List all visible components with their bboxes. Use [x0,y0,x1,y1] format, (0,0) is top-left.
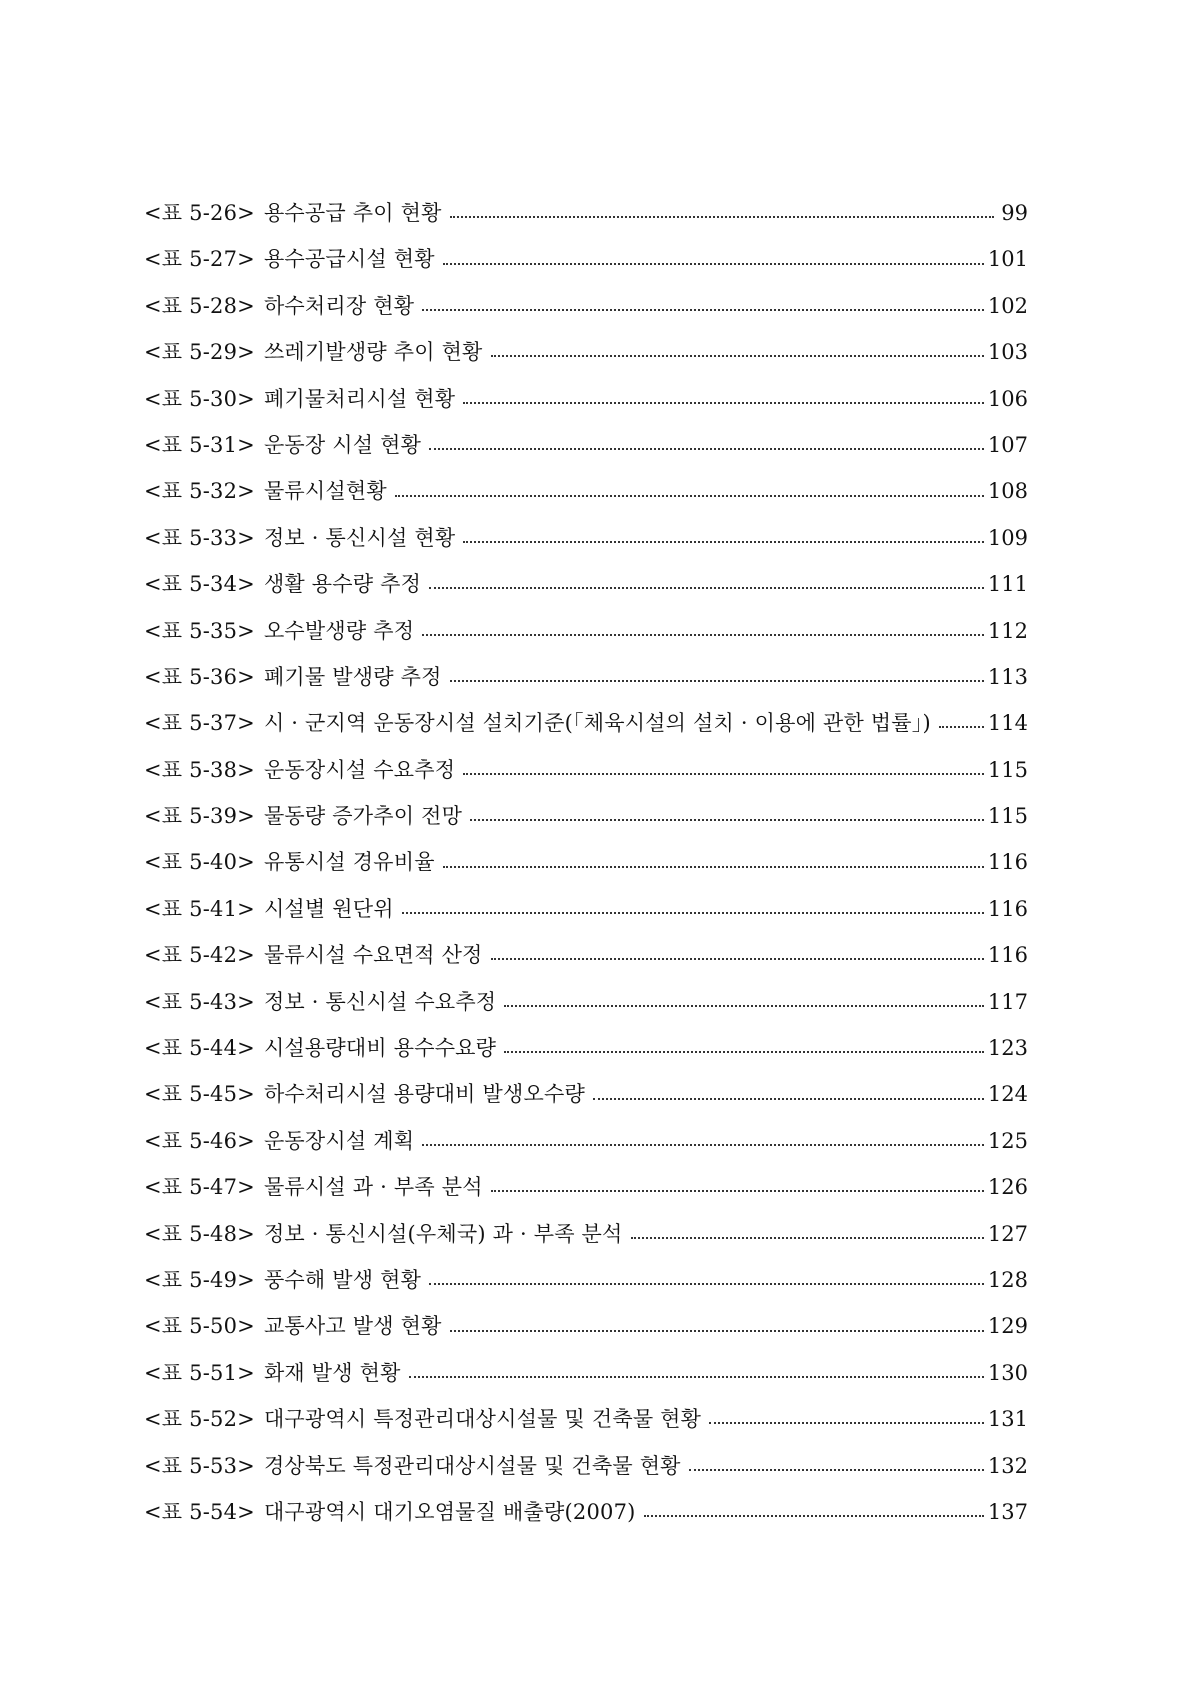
toc-entry-number: <표 5-36> [144,664,255,689]
toc-entry-page: 131 [987,1407,1028,1432]
toc-entry-label [144,979,496,1025]
toc-entry-number: <표 5-32> [144,479,255,504]
toc-entry-number: <표 5-48> [144,1221,255,1246]
toc-entry [144,1350,1028,1396]
toc-entry-number: <표 5-43> [144,989,255,1014]
toc-entry-title: 풍수해 발생 현황 [263,1267,422,1292]
toc-entry-number: <표 5-31> [144,432,255,457]
toc-entry-label [144,1211,623,1257]
toc-entry-page: 127 [987,1221,1028,1246]
toc-entry-number: <표 5-26> [144,201,255,225]
toc-entry-label [144,793,462,839]
toc-entry-number: <표 5-47> [144,1175,255,1200]
toc-entry-label [144,747,455,793]
table-of-contents-list [144,190,1028,1535]
toc-entry-page: 137 [987,1499,1028,1524]
dot-leader [395,495,984,497]
toc-entry-label [144,1257,421,1303]
toc-entry-title: 교통사고 발생 현황 [263,1314,442,1339]
toc-entry-number: <표 5-42> [144,943,255,968]
toc-entry-title: 생활 용수량 추정 [263,572,422,597]
toc-entry [144,468,1028,514]
toc-entry-title: 유통시설 경유비율 [263,850,435,875]
toc-entry-label [144,1396,701,1442]
dot-leader [429,448,984,450]
toc-entry-page: 112 [987,618,1028,643]
toc-entry-page: 114 [987,711,1028,736]
toc-entry [144,1257,1028,1303]
toc-entry [144,1443,1028,1489]
toc-entry-page: 132 [987,1453,1028,1478]
toc-entry-title: 용수공급 추이 현황 [263,201,442,225]
toc-entry-label [144,561,421,607]
toc-entry-title: 시설별 원단위 [263,896,394,921]
dot-leader [631,1237,984,1239]
dot-leader [450,216,994,218]
toc-entry-title: 물류시설현황 [263,479,387,504]
toc-entry-title: 하수처리시설 용량대비 발생오수량 [263,1082,585,1107]
toc-entry-label [144,1071,585,1117]
toc-entry [144,1489,1028,1535]
toc-entry-label [144,236,435,282]
toc-entry-label [144,1350,401,1396]
dot-leader [443,866,984,868]
dot-leader [463,402,984,404]
toc-entry-label [144,1443,681,1489]
toc-entry-number: <표 5-40> [144,850,255,875]
toc-entry [144,1303,1028,1349]
dot-leader [504,1051,984,1053]
toc-entry-page: 106 [987,386,1028,411]
toc-entry-number: <표 5-33> [144,525,255,550]
toc-entry-number: <표 5-53> [144,1453,255,1478]
toc-entry-number: <표 5-28> [144,293,255,318]
toc-entry [144,747,1028,793]
toc-entry-label [144,654,442,700]
toc-entry [144,839,1028,885]
toc-entry-number: <표 5-29> [144,340,255,365]
toc-entry-title: 정보 · 통신시설(우체국) 과 · 부족 분석 [263,1221,623,1246]
toc-entry-number: <표 5-38> [144,757,255,782]
toc-entry [144,932,1028,978]
toc-entry-page: 117 [987,989,1028,1014]
toc-entry-number: <표 5-41> [144,896,255,921]
toc-entry [144,190,1028,236]
toc-entry-number: <표 5-52> [144,1407,255,1432]
dot-leader [491,355,984,357]
dot-leader [644,1515,984,1517]
toc-entry-page: 125 [987,1128,1028,1153]
toc-entry [144,283,1028,329]
toc-entry-number: <표 5-44> [144,1036,255,1061]
toc-entry-title: 오수발생량 추정 [263,618,415,643]
toc-entry-page: 111 [987,572,1028,597]
toc-entry-number: <표 5-34> [144,572,255,597]
toc-entry-label [144,700,931,746]
toc-entry-title: 대구광역시 특정관리대상시설물 및 건축물 현황 [263,1407,702,1432]
toc-entry-label [144,468,387,514]
toc-entry-title: 정보 · 통신시설 수요추정 [263,989,497,1014]
toc-entry-title: 운동장시설 계획 [263,1128,415,1153]
toc-entry-page: 130 [987,1360,1028,1385]
dot-leader [709,1422,984,1424]
dot-leader [450,680,984,682]
toc-entry-number: <표 5-54> [144,1499,255,1524]
toc-entry-page: 109 [987,525,1028,550]
toc-entry-label [144,932,483,978]
dot-leader [504,1005,984,1007]
toc-entry-label [144,190,442,236]
toc-entry-title: 용수공급시설 현황 [263,247,435,272]
dot-leader [450,1330,984,1332]
dot-leader [470,819,984,821]
dot-leader [429,587,984,589]
toc-entry-title: 쓰레기발생량 추이 현황 [263,340,483,365]
toc-entry-title: 정보 · 통신시설 현황 [263,525,456,550]
dot-leader [491,1190,984,1192]
toc-entry [144,979,1028,1025]
toc-entry-title: 폐기물처리시설 현황 [263,386,456,411]
dot-leader [422,309,984,311]
toc-entry-number: <표 5-37> [144,711,255,736]
toc-entry-number: <표 5-49> [144,1267,255,1292]
toc-entry-label [144,329,483,375]
toc-entry-label [144,376,455,422]
toc-entry-label [144,1489,636,1535]
toc-entry-title: 물류시설 과 · 부족 분석 [263,1175,483,1200]
toc-entry-page: 115 [987,804,1028,829]
toc-entry-title: 물류시설 수요면적 산정 [263,943,483,968]
toc-entry [144,654,1028,700]
toc-entry [144,793,1028,839]
toc-entry-page: 126 [987,1175,1028,1200]
toc-entry-page: 103 [987,340,1028,365]
dot-leader [689,1469,984,1471]
toc-entry [144,1071,1028,1117]
toc-entry-number: <표 5-39> [144,804,255,829]
toc-entry [144,236,1028,282]
toc-entry-number: <표 5-51> [144,1360,255,1385]
dot-leader [491,958,984,960]
toc-entry-number: <표 5-35> [144,618,255,643]
toc-entry-number: <표 5-45> [144,1082,255,1107]
toc-entry-label [144,422,421,468]
toc-entry-title: 운동장 시설 현황 [263,432,422,457]
toc-entry-page: 124 [987,1082,1028,1107]
toc-entry-title: 물동량 증가추이 전망 [263,804,463,829]
dot-leader [593,1098,984,1100]
dot-leader [422,1144,984,1146]
toc-entry-title: 화재 발생 현황 [263,1360,401,1385]
toc-entry-number: <표 5-46> [144,1128,255,1153]
toc-entry [144,1164,1028,1210]
toc-entry [144,1396,1028,1442]
toc-entry-label [144,839,435,885]
toc-entry-label [144,1303,442,1349]
toc-entry-label [144,1025,496,1071]
toc-entry-title: 폐기물 발생량 추정 [263,664,442,689]
toc-entry-page: 116 [987,850,1028,875]
dot-leader [443,263,984,265]
toc-entry [144,608,1028,654]
toc-entry-page: 128 [987,1267,1028,1292]
toc-entry-number: <표 5-30> [144,386,255,411]
toc-entry [144,561,1028,607]
toc-entry [144,1118,1028,1164]
toc-entry-number: <표 5-50> [144,1314,255,1339]
dot-leader [429,1283,984,1285]
dot-leader [402,912,984,914]
toc-entry-page: 107 [987,432,1028,457]
toc-entry-page: 102 [987,293,1028,318]
toc-entry-page: 113 [987,664,1028,689]
toc-entry [144,1025,1028,1071]
dot-leader [463,773,984,775]
toc-entry-title: 대구광역시 대기오염물질 배출량(2007) [263,1499,636,1524]
toc-entry [144,422,1028,468]
dot-leader [463,541,984,543]
toc-entry-page: 99 [1001,201,1028,225]
toc-entry-page: 123 [987,1036,1028,1061]
toc-entry-page: 101 [987,247,1028,272]
toc-entry-page: 116 [987,896,1028,921]
toc-entry [144,515,1028,561]
toc-entry-page: 116 [987,943,1028,968]
toc-entry-label [144,886,394,932]
toc-entry-label [144,1164,483,1210]
toc-entry-title: 시설용량대비 용수수요량 [263,1036,497,1061]
toc-entry-title: 경상북도 특정관리대상시설물 및 건축물 현황 [263,1453,681,1478]
toc-entry-title: 시 · 군지역 운동장시설 설치기준(「체육시설의 설치 · 이용에 관한 법률」) [263,711,931,736]
toc-entry-label [144,608,414,654]
toc-entry-page: 108 [987,479,1028,504]
toc-entry-label [144,1118,414,1164]
toc-entry [144,700,1028,746]
toc-entry [144,886,1028,932]
toc-entry-page: 129 [987,1314,1028,1339]
toc-entry [144,329,1028,375]
toc-entry-number: <표 5-27> [144,247,255,272]
toc-entry-page: 115 [987,757,1028,782]
toc-entry-title: 운동장시설 수요추정 [263,757,456,782]
toc-entry-title: 하수처리장 현황 [263,293,415,318]
toc-entry-label [144,283,414,329]
toc-entry [144,1211,1028,1257]
toc-entry [144,376,1028,422]
dot-leader [939,726,984,728]
dot-leader [422,634,984,636]
toc-entry-label [144,515,455,561]
dot-leader [409,1376,984,1378]
